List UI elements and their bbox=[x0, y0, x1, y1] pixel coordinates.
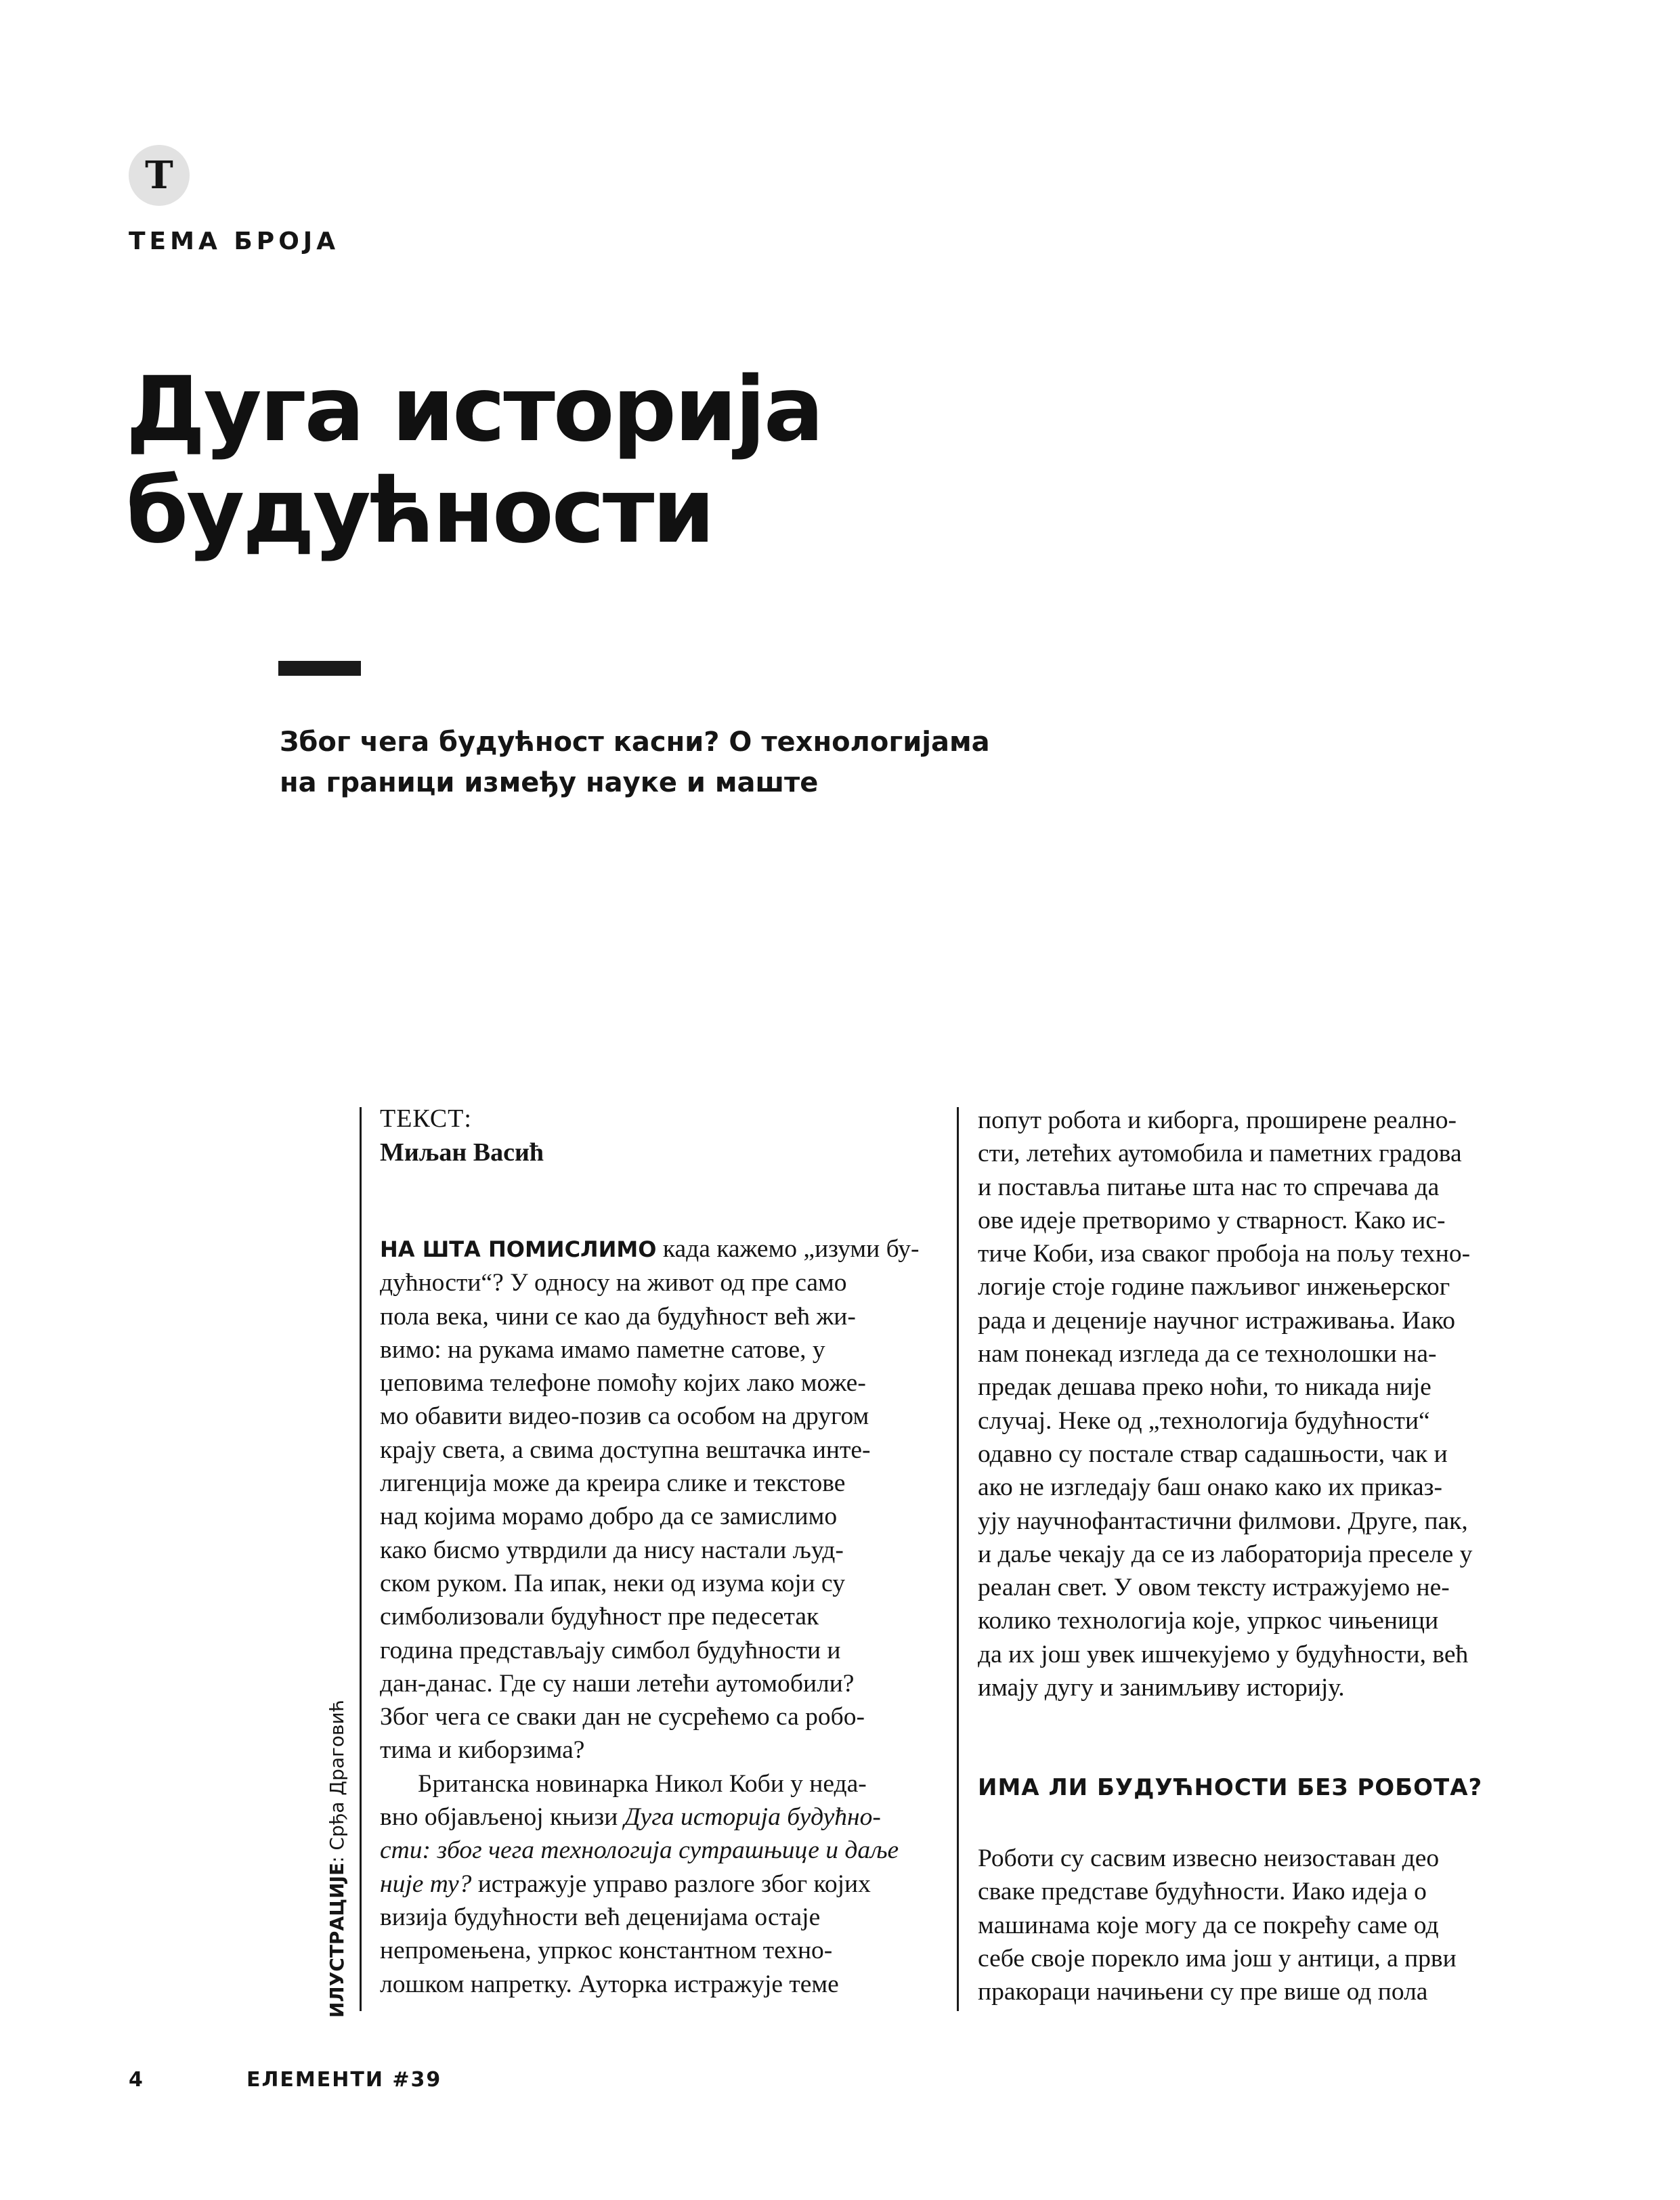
body-line bbox=[380, 1834, 942, 1867]
title-line-2: будућности bbox=[126, 459, 713, 563]
illustration-credit bbox=[326, 1700, 348, 2018]
body-line: вимо: на рукама имамо паметне сатове, у bbox=[380, 1335, 825, 1364]
body-line: дан-данас. Где су наши летећи аутомобили? bbox=[380, 1669, 855, 1698]
body-line: тима и киборзима? bbox=[380, 1736, 585, 1765]
body-line: непромењена, упркос константном техно- bbox=[380, 1937, 833, 1965]
body-line: реалан свет. У овом тексту истражујемо не- bbox=[978, 1574, 1450, 1602]
body-column-right-top bbox=[978, 1104, 1540, 1704]
credit-name: Срђа Драговић bbox=[326, 1700, 348, 1851]
body-line: мо обавити видео-позив са особом на другом bbox=[380, 1402, 869, 1431]
book-title-italic: Дуга историја будућно- bbox=[624, 1803, 881, 1832]
body-line: крају света, а свима доступна вештачка инте- bbox=[380, 1436, 871, 1464]
body-line: колико технологија које, упркос чињеници bbox=[978, 1607, 1439, 1635]
section-heading: ИМА ЛИ БУДУЋНОСТИ БЕЗ РОБОТА? bbox=[978, 1774, 1483, 1801]
body-line: ако не изгледају баш онако како их приказ- bbox=[978, 1473, 1442, 1502]
body-line: дућности“? У односу на живот од пре само bbox=[380, 1269, 847, 1297]
body-lines-group bbox=[380, 1901, 942, 2001]
body-line: себе своје порекло има још у антици, а први bbox=[978, 1944, 1457, 1972]
title-divider bbox=[278, 661, 361, 676]
body-line: сти, летећих аутомобила и паметних градова bbox=[978, 1140, 1462, 1168]
body-line: сваке представе будућности. Иако идеја о bbox=[978, 1878, 1427, 1906]
body-line: да их још увек ишчекујемо у будућности, већ bbox=[978, 1640, 1469, 1668]
body-line: над којима морамо добро да се замислимо bbox=[380, 1503, 838, 1531]
body-line: рада и деценије научног истраживања. Иако bbox=[978, 1306, 1456, 1335]
body-line bbox=[380, 1800, 942, 1834]
byline-label: ТЕКСТ: bbox=[380, 1104, 472, 1133]
body-line: пракораци начињени су пре више од пола bbox=[978, 1978, 1428, 2006]
article-subtitle bbox=[280, 722, 1092, 803]
body-line: имају дугу и занимљиву историју. bbox=[978, 1674, 1345, 1702]
title-line-1: Дуга историја bbox=[126, 358, 822, 462]
body-line: пола века, чини се као да будућност већ жи- bbox=[380, 1302, 856, 1331]
body-line: логије стоје године пажљивог инжењерског bbox=[978, 1273, 1450, 1301]
body-line: џеповима телефоне помоћу којих лако може- bbox=[380, 1369, 866, 1398]
body-line: како бисмо утврдили да нису настали људ- bbox=[380, 1536, 844, 1564]
body-line: Британска новинарка Никол Коби у неда- bbox=[418, 1769, 867, 1798]
body-column-left bbox=[380, 1232, 942, 2001]
magazine-name: ЕЛЕМЕНТИ #39 bbox=[246, 2068, 442, 2092]
body-line: и поставља питање шта нас то спречава да bbox=[978, 1173, 1440, 1201]
body-line: случај. Неке од „технологија будућности“ bbox=[978, 1406, 1430, 1435]
column-rule-right bbox=[957, 1107, 959, 2011]
body-line: ују научнофантастични филмови. Друге, пак, bbox=[978, 1507, 1468, 1535]
body-line: предак дешава преко ноћи, то никада није bbox=[978, 1373, 1431, 1402]
lead-in: НА ШТА ПОМИСЛИМО bbox=[380, 1236, 657, 1262]
body-line: симболизовали будућност пре педесетак bbox=[380, 1603, 819, 1631]
body-line: ове идеје претворимо у стварност. Како ис- bbox=[978, 1206, 1446, 1234]
body-line bbox=[380, 1232, 942, 1266]
body-line bbox=[380, 1868, 942, 1901]
body-line: тиче Коби, иза сваког пробоја на пољу техно- bbox=[978, 1240, 1471, 1268]
credit-separator: : bbox=[326, 1850, 348, 1863]
credit-label: ИЛУСТРАЦИЈЕ bbox=[326, 1862, 348, 2018]
subtitle-line-1: Због чега будућност касни? О технологијама bbox=[280, 727, 990, 758]
body-line: Роботи су сасвим извесно неизоставан део bbox=[978, 1845, 1440, 1872]
lead-in-rest: када кажемо „изуми бу- bbox=[656, 1235, 920, 1263]
body-line: машинама које могу да се покрећу саме од bbox=[978, 1911, 1439, 1939]
body-line: ском руком. Па ипак, неки од изума који су bbox=[380, 1569, 845, 1597]
body-lines-group bbox=[380, 1266, 942, 1767]
body-line: нам понекад изгледа да се технолошки на- bbox=[978, 1340, 1437, 1368]
column-rule-left bbox=[360, 1107, 362, 2011]
body-line: година представљају симбол будућности и bbox=[380, 1636, 841, 1664]
body-line: визија будућности већ деценијама остаје bbox=[380, 1903, 821, 1931]
book-title-italic: сти: због чега технологија сутрашњице и даље bbox=[380, 1836, 899, 1865]
book-title-italic: није ту? bbox=[380, 1870, 472, 1898]
body-line: лигенција може да креира слике и текстове bbox=[380, 1469, 846, 1498]
body-line: и даље чекају да се из лабораторија преселе у bbox=[978, 1540, 1473, 1568]
subtitle-line-2: на граници између науке и маште bbox=[280, 767, 819, 798]
page-number: 4 bbox=[129, 2068, 143, 2092]
section-badge-icon: Т bbox=[129, 145, 190, 206]
body-text: вно објављеној књизи bbox=[380, 1803, 624, 1832]
body-line: Због чега се сваки дан не сусрећемо са робо- bbox=[380, 1703, 865, 1731]
body-line: попут робота и киборга, проширене реално- bbox=[978, 1106, 1457, 1134]
body-text: истражује управо разлоге због којих bbox=[471, 1870, 871, 1898]
body-line: одавно су постале ствар садашњости, чак и bbox=[978, 1440, 1448, 1468]
article-title bbox=[126, 359, 1209, 562]
body-line: лошком напретку. Ауторка истражује теме bbox=[380, 1970, 839, 1998]
body-column-right-bottom bbox=[978, 1842, 1540, 2008]
byline-author: Миљан Васић bbox=[380, 1138, 544, 1167]
section-label: ТЕМА БРОЈА bbox=[129, 228, 340, 255]
